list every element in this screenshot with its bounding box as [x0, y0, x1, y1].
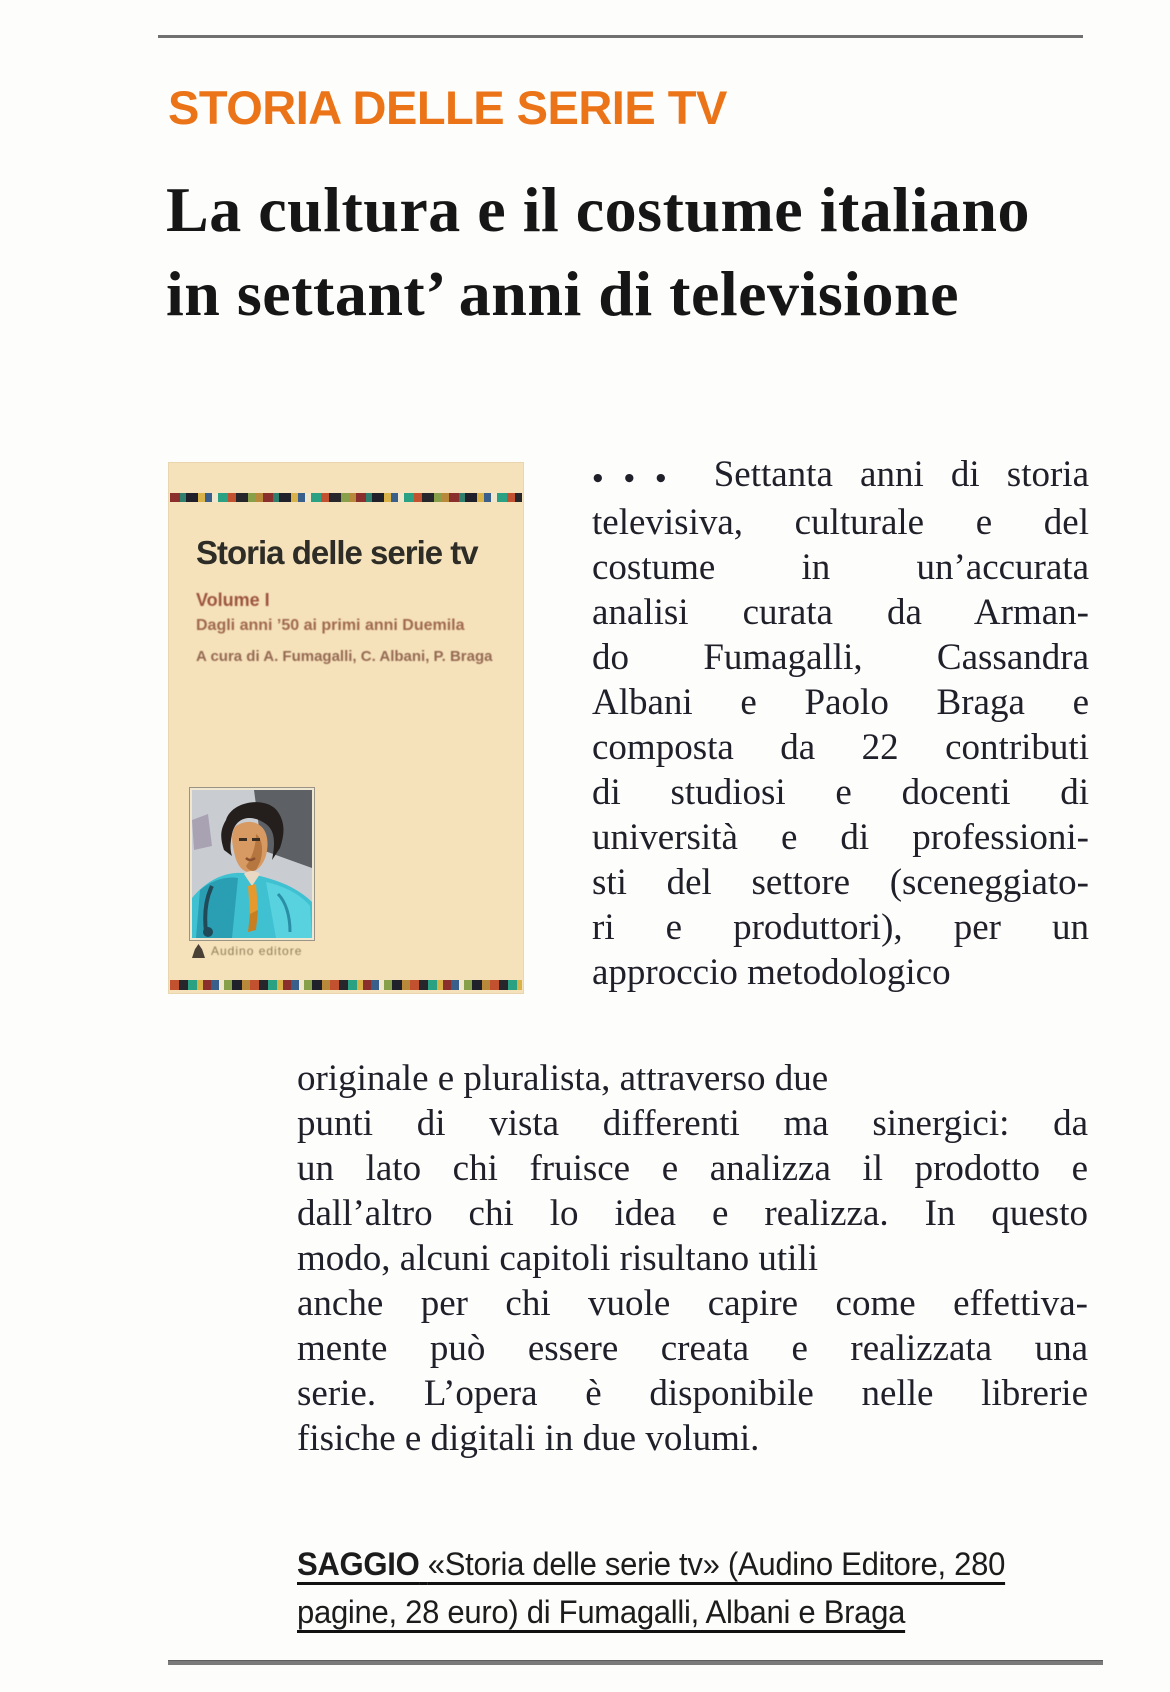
article-line: composta da 22 contributi [592, 727, 1089, 769]
book-credit-line-1 [297, 1540, 1005, 1588]
article-line: sti del settore (sceneggiato- [592, 862, 1089, 904]
headline [166, 168, 1030, 336]
top-rule [158, 35, 1083, 38]
portrait-painting-icon [192, 790, 312, 938]
article-column [592, 452, 1089, 995]
cover-bottom-mosaic-strip [170, 980, 522, 990]
publisher-logo-icon [192, 944, 205, 958]
article-line: un lato chi fruisce e analizza il prodotto e [297, 1148, 1088, 1189]
cover-volume: Volume I [196, 590, 270, 610]
article-line: costume in un’accurata [592, 547, 1089, 589]
bottom-rule [168, 1660, 1103, 1665]
article-line: punti di vista differenti ma sinergici: da [297, 1103, 1088, 1144]
cover-top-mosaic-strip [170, 493, 522, 502]
article-line: anche per chi vuole capire come effettiva- [297, 1283, 1088, 1324]
cover-portrait-illustration [190, 788, 314, 940]
article-line: fisiche e digitali in due volumi. [297, 1418, 760, 1459]
article-line: do Fumagalli, Cassandra [592, 637, 1089, 679]
cover-title: Storia delle serie tv [196, 534, 478, 571]
article-line: modo, alcuni capitoli risultano utili [297, 1238, 818, 1279]
book-credit-label: SAGGIO [297, 1546, 420, 1582]
article-line: originale e pluralista, attraverso due [297, 1058, 829, 1099]
article-line: università e di professioni- [592, 817, 1089, 859]
book-cover [168, 462, 524, 994]
book-credit [297, 1540, 1073, 1636]
article-line: mente può essere creata e realizzata una [297, 1328, 1088, 1369]
publisher-mark [192, 944, 302, 958]
article-line-text: Settanta anni di storia [713, 454, 1090, 495]
book-credit-text: «Storia delle serie tv» (Audino Editore, 280 [427, 1546, 1006, 1582]
article-line: dall’altro chi lo idea e realizza. In questo [297, 1193, 1088, 1234]
article-line: approccio metodologico [592, 952, 951, 994]
cover-subtitle: Dagli anni ’50 ai primi anni Duemila [196, 617, 465, 634]
article-line: televisiva, culturale e del [592, 502, 1089, 544]
headline-line-2: in settant’ anni di televisione [166, 258, 959, 329]
article-line [592, 452, 1089, 500]
article-line: serie. L’opera è disponibile nelle librerie [297, 1373, 1088, 1414]
headline-line-1: La cultura e il costume italiano [166, 174, 1030, 245]
section-kicker: STORIA DELLE SERIE TV [168, 81, 727, 134]
article-line: analisi curata da Arman- [592, 592, 1089, 634]
book-credit-line-2: pagine, 28 euro) di Fumagalli, Albani e Braga [297, 1594, 906, 1630]
article-wide-block [297, 1056, 1088, 1461]
publisher-name: Audino editore [211, 944, 303, 958]
cover-curators: A cura di A. Fumagalli, C. Albani, P. Braga [196, 648, 493, 665]
article-line: ri e produttori), per un [592, 907, 1089, 949]
article-line: Albani e Paolo Braga e [592, 682, 1089, 724]
bullet-dots-icon: ●●● [592, 467, 687, 489]
article-line: di studiosi e docenti di [592, 772, 1089, 814]
